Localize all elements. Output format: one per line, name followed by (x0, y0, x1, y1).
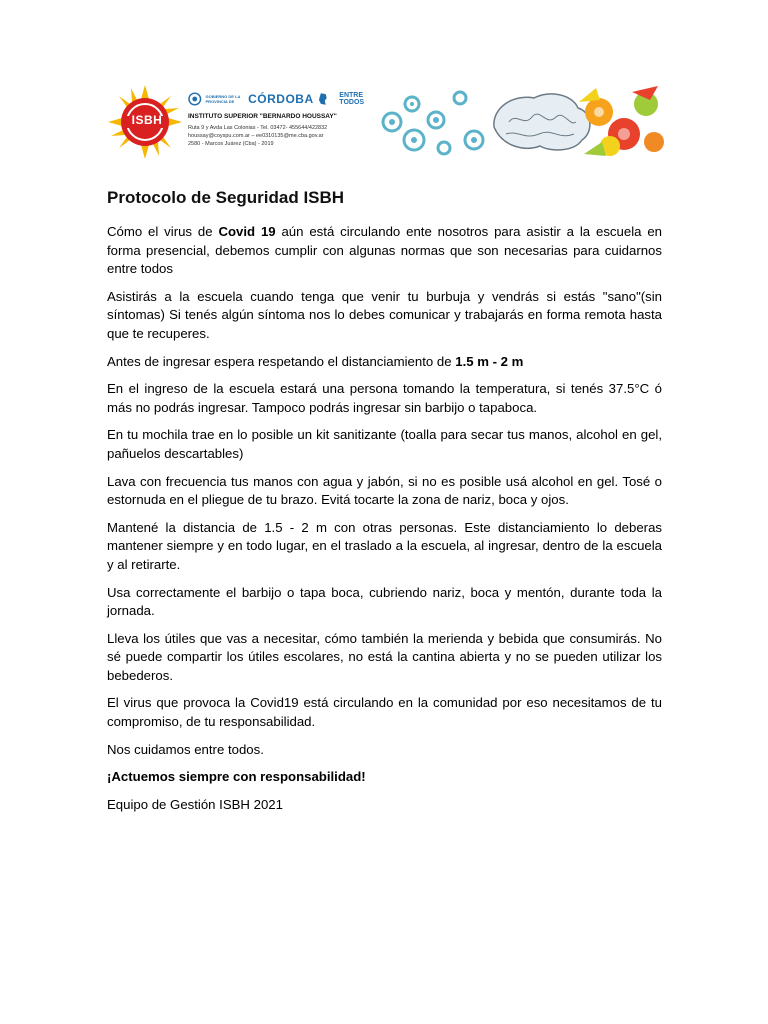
institute-contact (188, 124, 327, 148)
document-body (107, 186, 662, 823)
closing-call: ¡Actuemos siempre con responsabilidad! (107, 769, 366, 785)
header-banner (106, 82, 664, 162)
document-title: Protocolo de Seguridad ISBH (107, 188, 345, 207)
address-line: Ruta 9 y Avda Las Colonias - Tel. 03472- 455644/422832 (188, 125, 328, 131)
paragraph-commitment: El virus que provoca la Covid19 está circulando en la comunidad por eso necesitamos de tu compromiso, de tu responsabilidad. (107, 695, 662, 730)
paragraph-distance-entry: Antes de ingresar espera respetando el distanciamiento de 1.5 m - 2 m (107, 353, 524, 369)
institution-block (188, 88, 388, 158)
email-line: houssay@coyspu.com.ar – ee0310135@me.cba.gov.ar (188, 133, 324, 139)
paragraph-mask: Usa correctamente el barbijo o tapa boca, cubriendo nariz, boca y mentón, durante toda la jornada. (107, 584, 662, 619)
paragraph-supplies: Lleva los útiles que vas a necesitar, cómo también la merienda y bebida que consumirás. No sé puede compartir los útiles escolares, no está la cantina abierta y no se pueden utilizar los bebederos. (107, 630, 662, 683)
paragraph-attendance: Asistirás a la escuela cuando tenga que venir tu burbuja y vendrás si estás "sano"(sin síntomas) Si tenés algún síntoma nos lo debes comunicar y trabajarás en forma remota hasta que te recuperes. (107, 288, 662, 341)
isbh-logo (108, 85, 182, 159)
province-name: CÓRDOBA (248, 92, 314, 106)
signature-line: Equipo de Gestión ISBH 2021 (107, 796, 283, 812)
paragraph-handwashing: Lava con frecuencia tus manos con agua y jabón, si no es posible usá alcohol en gel. Tosé o estornuda en el pliegue de tu brazo. Evitá tocarte la zona de nariz, boca y ojos. (107, 473, 662, 508)
map-silhouette-icon (318, 93, 328, 105)
paragraph-distancing: Mantené la distancia de 1.5 - 2 m con otras personas. Este distanciamiento lo deberas mantener siempre y en todo lugar, en el traslado a la escuela, al ingresar, dentro de la escuela y al retirarte. (107, 519, 662, 572)
paragraph-temperature: En el ingreso de la escuela estará una persona tomando la temperatura, si tenés 37.5°C ó más no podrás ingresar. Tampoco podrás ingresar sin barbijo o tapaboca. (107, 381, 662, 415)
logo-text: ISBH (131, 113, 163, 127)
brain-gears-illustration (374, 82, 664, 162)
government-label: GOBIERNO DE LA PROVINCIA DE (205, 94, 241, 104)
city-line: 2580 - Marcos Juárez (Cba) - 2019 (188, 141, 274, 147)
paragraph-care: Nos cuidamos entre todos. (107, 741, 264, 757)
paragraph-sanitizing-kit: En tu mochila trae en lo posible un kit sanitizante (toalla para secar tus manos, alcohol en gel, pañuelos descartables) (107, 427, 662, 461)
province-emblem-icon (188, 92, 202, 106)
paragraph-intro: Cómo el virus de Covid 19 aún está circulando ente nosotros para asistir a la escuela en forma presencial, debemos cumplir con algunas normas que son necesarias para cuidarnos entre todos (107, 224, 662, 277)
institute-name: INSTITUTO SUPERIOR "BERNARDO HOUSSAY" (188, 113, 337, 120)
government-slogan: ENTRE TODOS (339, 92, 365, 106)
